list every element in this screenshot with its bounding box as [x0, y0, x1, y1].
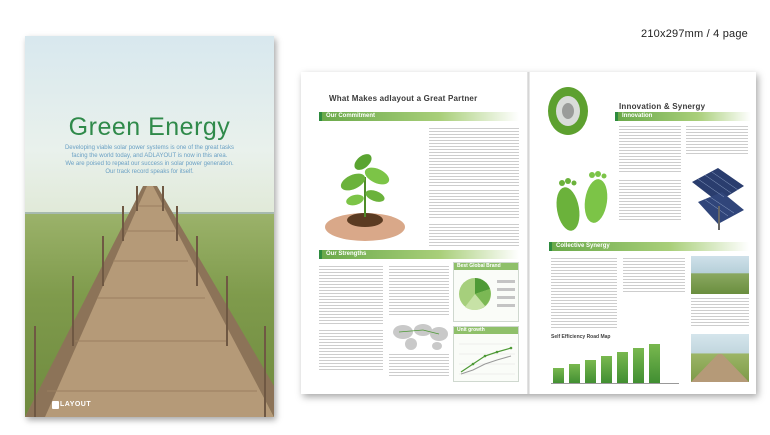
- cover-logo: LAYOUT: [60, 401, 92, 408]
- grass-tire-image: [545, 84, 591, 138]
- spread-fold: [527, 72, 530, 394]
- section-title-commitment: Our Commitment: [326, 113, 376, 119]
- roadmap-baseline: [551, 383, 679, 384]
- cover-tagline: [35, 144, 264, 176]
- brochure-inner-spread: [301, 72, 756, 394]
- body-text-block: [389, 354, 449, 378]
- cover-tagline-line: Developing viable solar power systems is one of the great tasks: [64, 145, 235, 151]
- section-title-strengths: Our Strengths: [326, 251, 367, 257]
- green-footprints-image: [548, 167, 616, 237]
- brochure-cover: [25, 36, 274, 417]
- roadmap-bar: [585, 360, 596, 384]
- boardwalk-mini: [691, 334, 749, 382]
- cover-tagline-line: Our track record speaks for itself.: [105, 169, 194, 175]
- section-title-innovation: Innovation: [622, 113, 653, 119]
- page-spec-label: 210x297mm / 4 page: [641, 28, 748, 40]
- roadmap-chart-title: Self Efficiency Road Map: [551, 334, 611, 340]
- left-page-heading: What Makes adlayout a Great Partner: [329, 94, 478, 103]
- body-text-block: [389, 266, 449, 316]
- section-bar-strengths: [319, 250, 519, 259]
- plant-in-hands-image: [319, 132, 411, 242]
- line-chart-graphic: [455, 334, 519, 382]
- section-bar-commitment: [319, 112, 519, 121]
- pie-chart-graphic: [455, 270, 519, 322]
- section-title-collective: Collective Synergy: [556, 243, 610, 249]
- body-text-block: [619, 180, 681, 220]
- body-text-block: [551, 258, 617, 328]
- body-text-block: [686, 126, 748, 156]
- roadmap-bar: [633, 348, 644, 384]
- unit-growth-chart: [453, 326, 519, 382]
- body-text-block: [619, 126, 681, 174]
- body-text-block: [429, 224, 519, 246]
- logo-icon: [52, 401, 59, 409]
- best-global-brand-chart: [453, 262, 519, 322]
- cover-tagline-line: We are poised to repeat our success in solar power generation.: [65, 161, 234, 167]
- chart-title: Unit growth: [457, 327, 485, 333]
- roadmap-bar: [649, 344, 660, 384]
- roadmap-bar: [553, 368, 564, 384]
- body-text-block: [319, 330, 383, 370]
- roadmap-bar-chart: [551, 342, 683, 384]
- boardwalk-photo: [691, 334, 749, 382]
- solar-panel-image: [688, 162, 748, 230]
- section-bar-innovation: [615, 112, 751, 121]
- marsh-photo: [691, 256, 749, 294]
- roadmap-bar: [617, 352, 628, 384]
- body-text-block: [691, 298, 749, 328]
- right-page-heading: Innovation & Synergy: [619, 102, 706, 111]
- body-text-block: [319, 266, 383, 326]
- section-bar-collective: [549, 242, 749, 251]
- body-text-block: [623, 258, 685, 294]
- cover-title: Green Energy: [68, 113, 231, 141]
- cover-tagline-line: facing the world today, and ADLAYOUT is now in this area.: [71, 153, 228, 159]
- body-text-block: [429, 190, 519, 220]
- boardwalk-illustration: [25, 36, 274, 417]
- chart-title: Best Global Brand: [457, 263, 501, 269]
- chart-header: [454, 327, 518, 334]
- body-text-block: [429, 128, 519, 186]
- roadmap-bar: [569, 364, 580, 384]
- world-map-graphic: [389, 320, 451, 352]
- chart-header: [454, 263, 518, 270]
- roadmap-bar: [601, 356, 612, 384]
